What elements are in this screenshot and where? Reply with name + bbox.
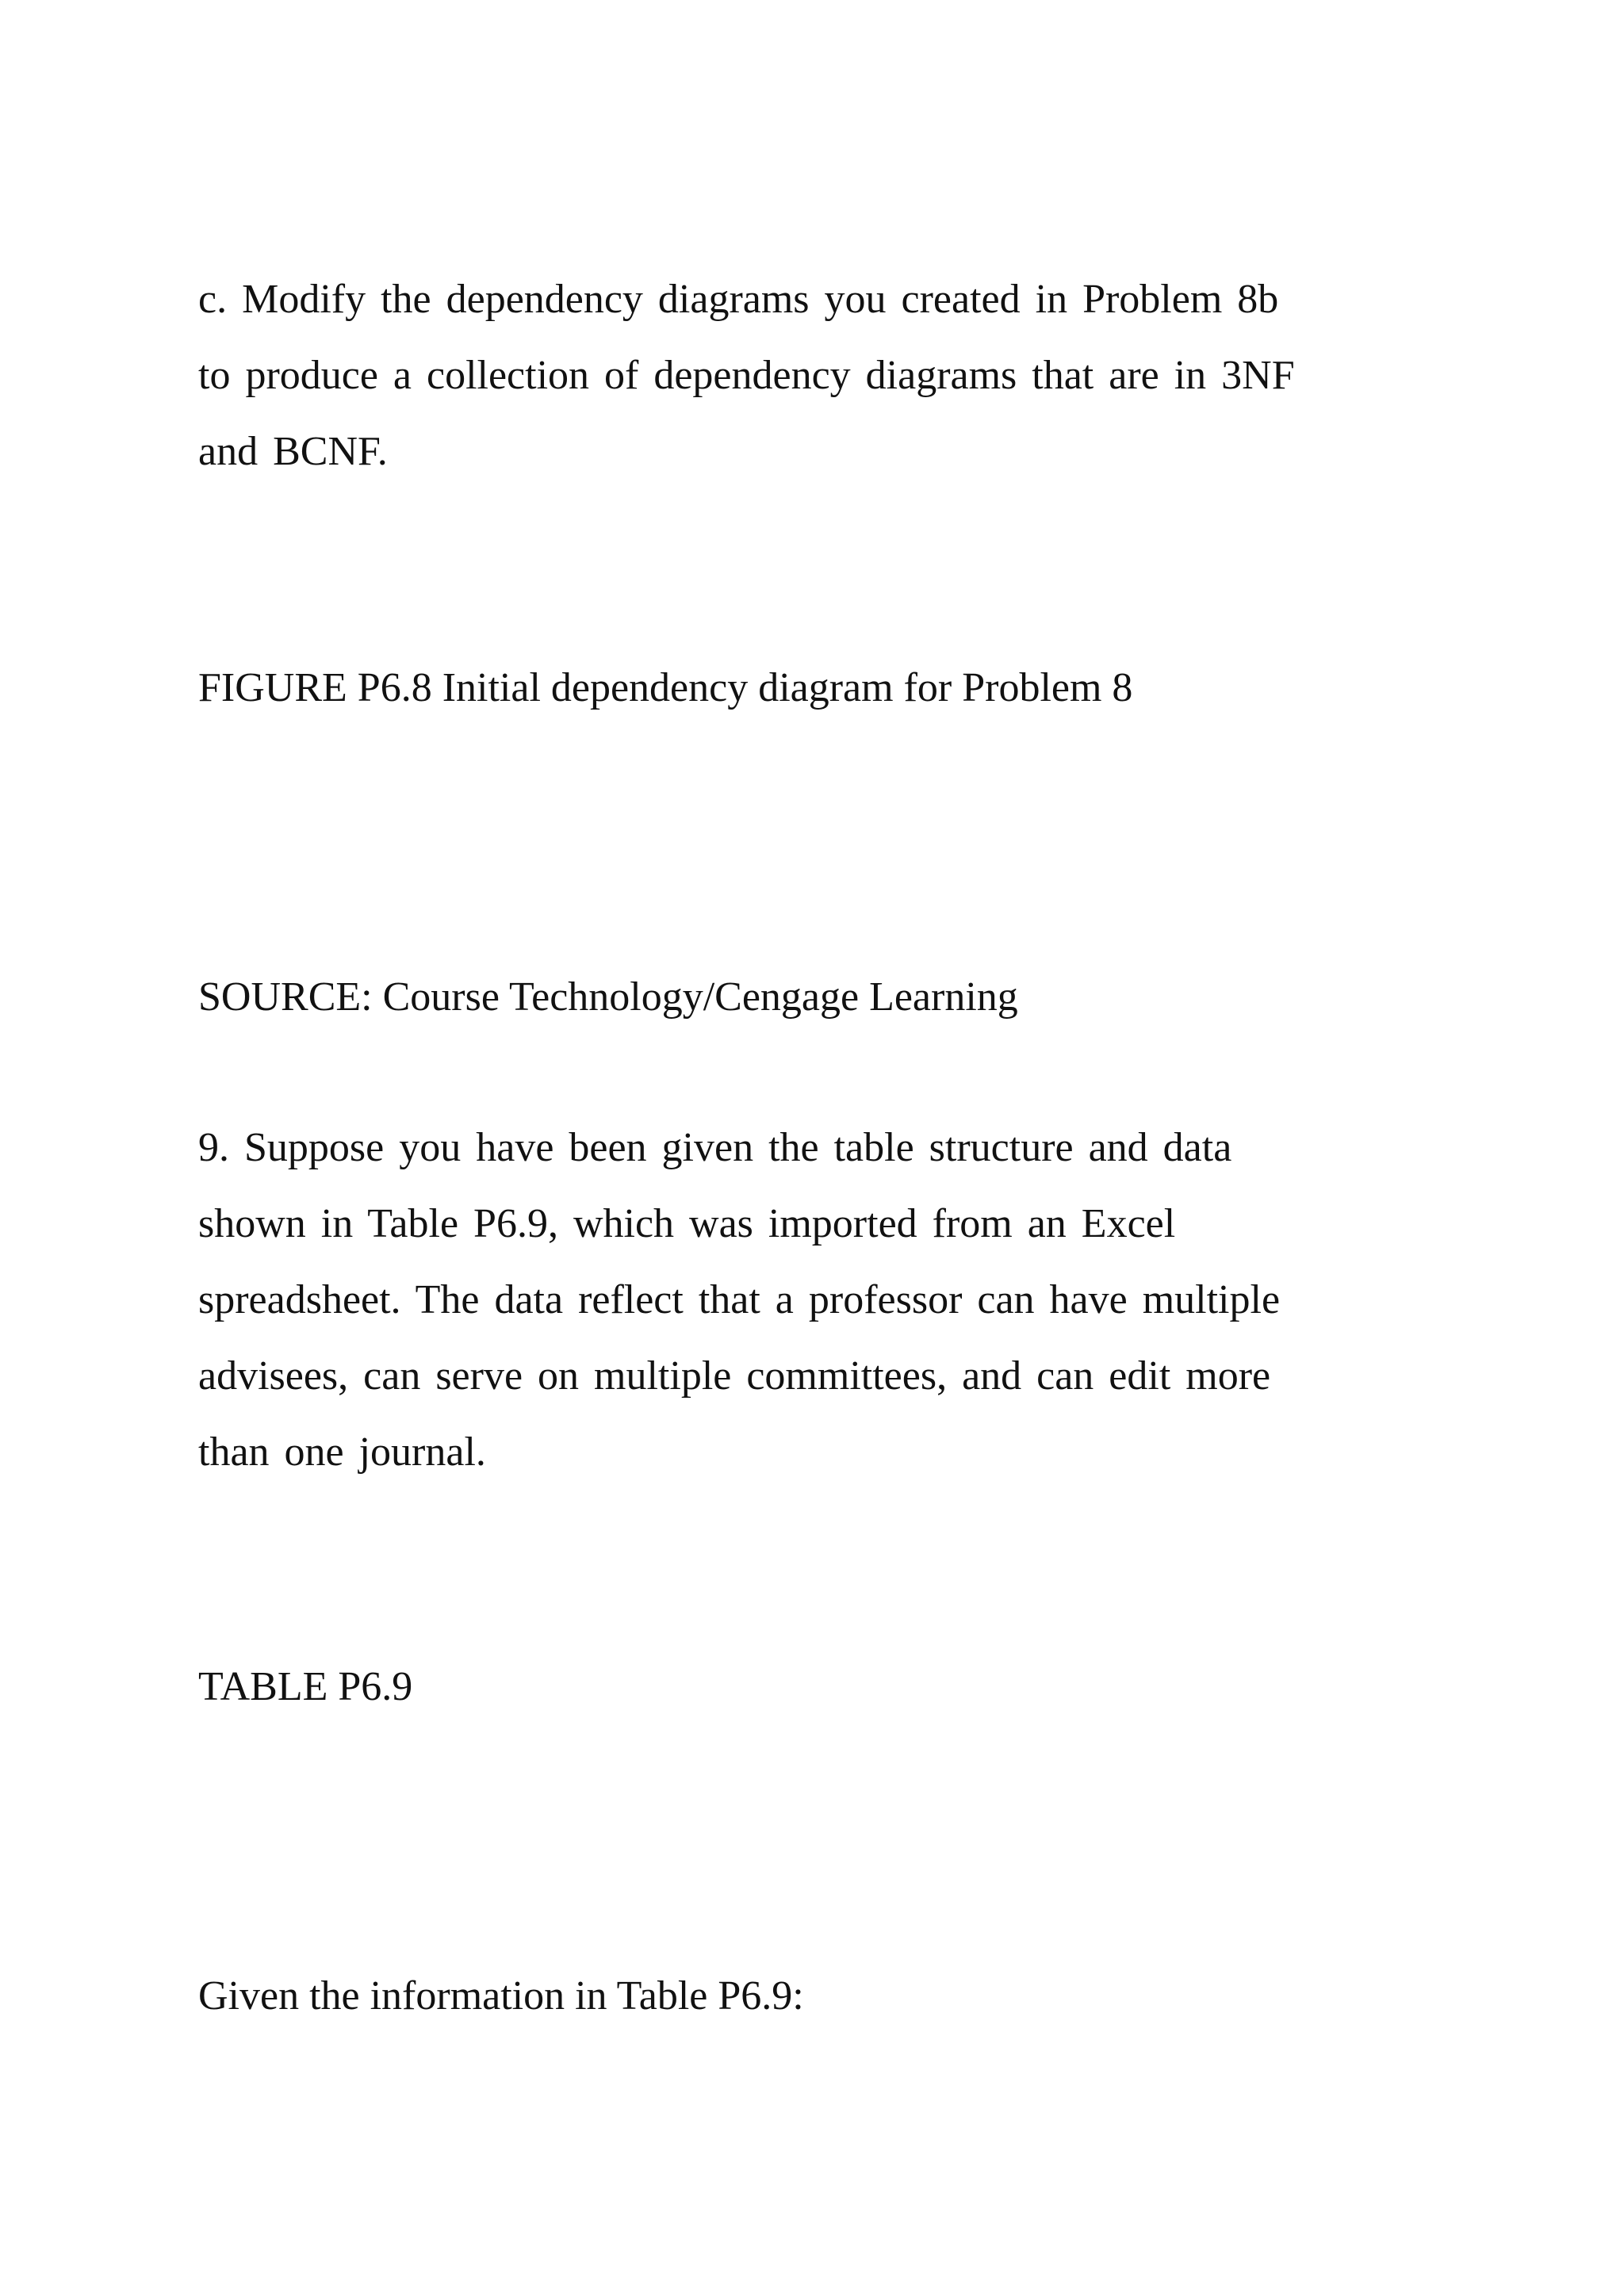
paragraph-line: c. Modify the dependency diagrams you created in Problem 8b (198, 277, 1279, 322)
paragraph-line: shown in Table P6.9, which was imported from an Excel (198, 1201, 1176, 1246)
paragraph-line: advisees, can serve on multiple committees, and can edit more (198, 1353, 1271, 1399)
paragraph-line: to produce a collection of dependency diagrams that are in 3NF (198, 353, 1295, 398)
problem-8c-paragraph (198, 262, 1435, 490)
problem-9-paragraph (198, 1110, 1435, 1490)
table-caption: TABLE P6.9 (198, 1664, 413, 1709)
paragraph-line: and BCNF. (198, 429, 388, 474)
paragraph-line: than one journal. (198, 1429, 486, 1475)
paragraph-line: spreadsheet. The data reflect that a professor can have multiple (198, 1277, 1281, 1322)
paragraph-line: 9. Suppose you have been given the table structure and data (198, 1125, 1232, 1170)
given-line: Given the information in Table P6.9: (198, 1973, 804, 2019)
source-line: SOURCE: Course Technology/Cengage Learning (198, 974, 1018, 1020)
figure-caption: FIGURE P6.8 Initial dependency diagram for Problem 8 (198, 665, 1133, 710)
